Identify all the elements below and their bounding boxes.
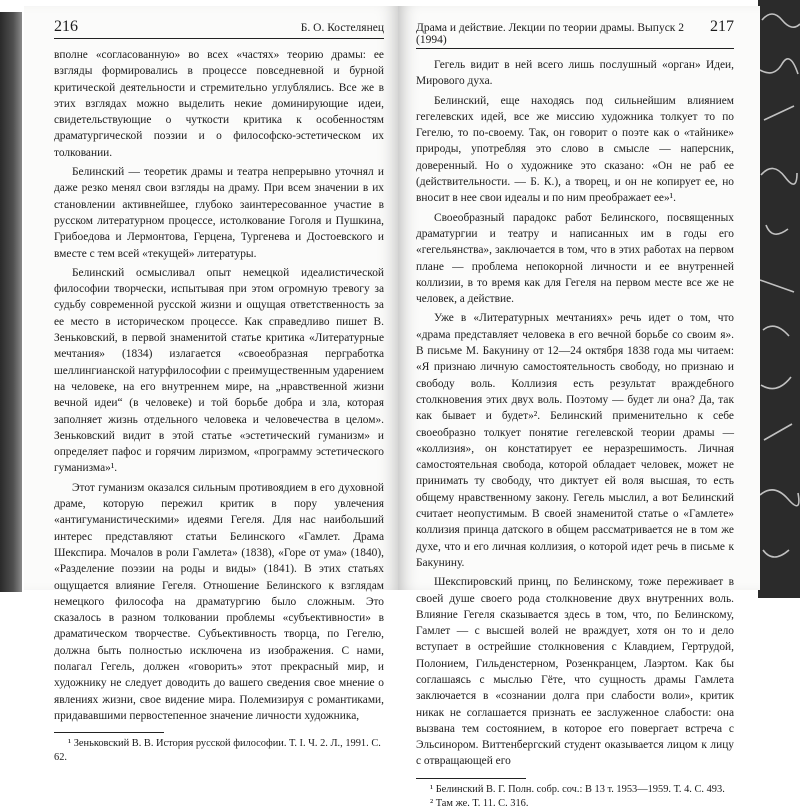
book-cover-left-edge (0, 12, 22, 592)
page-number: 216 (54, 18, 78, 35)
footnote: ² Там же. Т. 11. С. 316. (430, 797, 529, 809)
left-page (24, 6, 398, 764)
paragraph: Уже в «Литературных мечтаниях» речь идет о том, что «драма представляет человека в его вечной борьбе со своим я». В письме М. Бакунину от 12—24 октября 1838 года мы читаем: «Я признаю личную самостоятельность свободу, но признаю и свободу воль. Коллизия есть результат враждебного столкновения этих двух воль. Поэтому — будет ли она? Да, так как бывает и будет»². Белинский применительно к себе своеобразно толкует понятие гегелевской теории драмы — «коллизия», он констатирует ее неразрешимость. Личная самостоятельная свобода, которой обладает человек, может не принимать ту свободу, что диктует ей воля высшая, то есть общему нравственному закону. Гегель мыслил, а вот Белинский считает неопустимым. В своей знаменитой статье о «Гамлете» коллизия принца датского в общем рассматривается не в том же духе, что и его личная коллизия, о которой идет речь в письме к Бакунину. (416, 312, 734, 569)
paragraph: Гегель видит в ней всего лишь послушный «орган» Идеи, Мирового духа. (416, 59, 734, 88)
right-body-text (416, 57, 734, 770)
paragraph: Шекспировский принц, по Белинскому, тоже переживает в своей душе своего рода столкновение двух внутренних воль. Влияние Гегеля сказывается здесь в том, что, по Белинскому, Гамлет — с высшей волей не враждует, хотя он то и дело вступает в острейшие столкновения с Клавдием, Гертрудой, Полонием, Гильденстерном, Розенкранцем, Лаэртом. Как бы соглашаясь с мыслью Гёте, что сущность драмы Гамлета заключается в «сознании долга при слабости воли», критик никак не соглашается признать ее заслуженное слабости: она вызвана тем состоянием, в которое его повергает встреча с Эльсинором. Виттенбергский студент оказывается лицом к лицу с отвращающей его (416, 576, 734, 768)
footnote: ¹ Белинский В. Г. Полн. собр. соч.: В 13 т. 1953—1959. Т. 4. С. 493. (430, 783, 725, 795)
left-running-head (54, 18, 384, 39)
paragraph: Своеобразный парадокс работ Белинского, посвященных драматургии и театру и написанных им в годы его «гегельянства», заключается в том, что в этих работах на первом плане — проблема непокорной личности и ее внутренней коллизии, в то время как для Гегеля на первом месте все же не человек, а действие. (416, 211, 734, 306)
running-title: Б. О. Костелянец (300, 22, 384, 34)
paragraph: Белинский, еще находясь под сильнейшим влиянием гегелевских идей, все же миссию художника толкует то по Гегелю, то по-своему. Так, он говорит о поэте как о «тайнике» природы, употребляя это слово в смысле — наперсник, доверенный. Но о художнике это сказано: «Он не раб ее (действительности. — Б. К.), а творец, и он не копирует ее, но вносит в нее свои идеалы и по ним преображает ее»¹. (416, 94, 734, 205)
running-title: Драма и действие. Лекции по теории драмы. Выпуск 2 (1994) (416, 22, 685, 46)
footnote-rule (416, 778, 526, 779)
book-cover-right-edge (758, 0, 800, 598)
page-number: 217 (710, 18, 734, 35)
footnote: ¹ Зеньковский В. В. История русской философии. Т. I. Ч. 2. Л., 1991. С. 62. (54, 738, 381, 764)
paragraph: Белинский — теоретик драмы и театра непрерывно уточнял и даже резко менял свои взгляды на драму. При всем значении в их становлении активнейшее, глубоко заинтересованное участие в русском литературном процессе, истолкование Гоголя и Пушкина, Грибоедова и Лермонтова, Герцена, Тургенева и Достоевского и вместе с тем всей «текущей» литературы. (54, 166, 384, 260)
cover-pattern (758, 0, 800, 598)
paragraph: Этот гуманизм оказался сильным противоядием в его духовной драме, которую пережил критик в пору увлечения «антигуманистическими» идеями Гегеля. Для нас наибольший интерес представляют статьи Белинского «Гамлет. Драма Шекспира. Мочалов в роли Гамлета» (1838), «Горе от ума» (1840), «Разделение поэзии на роды и виды» (1841). В этих статьях ощущается влияние Гегеля. Отношение Белинского к взглядам немецкого философа на драматургию было сложным. Это сказалось в разном толковании проблемы «субъективности» в драматическом творчестве. Субъективность творца, по Гегелю, должна быть полностью исключена из изображения. С нами, полагал Гегель, должен «говорить» этот прекрасный мир, и художнику не следует доводить до вашего сведения свое мнение о явлениях жизни, свое видение мира. Полемизируя с романтиками, придававшими первостепенное значение личности художника, (54, 481, 384, 722)
paragraph: Белинский осмысливал опыт немецкой идеалистической философии творчески, испытывая при этом огромную тревогу за судьбу современной русской жизни и ощущая ответственность за ее место в историческом процессе. Как справедливо пишет В. Зеньковский, в первой знаменитой статье критика «Литературные мечтания» (1834) излагается «своеобразная пергработка шеллингианской натурфилософии с преимущественным ударением на человеке, на его внутреннем мире, на „нравственной жизни вечной идеи“ (в человеке) и той борьбе добра и зла, которая заполняет жизнь отдельного человека и человечества в целом». Зеньковский видит в этой статье «эстетический гуманизм» и определяет пафос и горячим лиризмом, «программу эстетического гуманизма»¹. (54, 266, 384, 475)
footnote-rule (54, 732, 164, 733)
right-page (398, 6, 760, 809)
left-body-text (54, 47, 384, 724)
right-running-head (416, 18, 734, 49)
paragraph: вполне «согласованную» во всех «частях» теорию драмы: ее взгляды формировались в процессе повседневной и бурной критической деятельности и стремительно углублялись. Все же в этих взглядах можно выделить некие доминирующие идеи, свидетельствующие о чуткости критика к особенностям драматургической поэзии и о философско-эстетическом их толковании. (54, 49, 384, 159)
